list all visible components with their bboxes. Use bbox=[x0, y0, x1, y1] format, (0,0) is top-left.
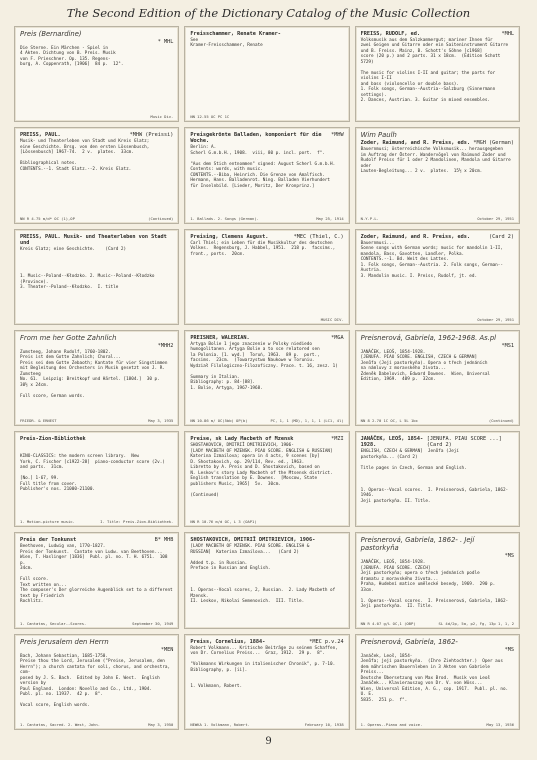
tracing-right: October 29, 1951 bbox=[477, 215, 514, 221]
card-heading: Zoder, Raimund, and R. Preiss, eds. bbox=[360, 140, 470, 147]
card-heading: PREISS, PAUL. Musik- und Theaterleben von Stadt und bbox=[20, 233, 167, 246]
tracing-left: 1. Cantatas, Secular--Scores. bbox=[20, 620, 87, 626]
card-footer bbox=[20, 621, 173, 626]
card-header bbox=[361, 437, 514, 449]
card-header bbox=[190, 235, 343, 241]
card-body: Robert Volkmann... Kritische Beiträge zu seinem Schaffen, von Dr. Cornelius Preiss... Graz, 1912. 29 p. 8°. "Volkmanns Wirkungen in italienischer Chronik", p. 7-10. Bibliography, p. [ii]. 1. Volkmann, Robert. bbox=[190, 645, 338, 690]
card-body: SHOSTAKOVICH, DMITRIĬ DMITRIEVICH, 1906- [LADY MACBETH OF MZENSK. PIAU SCORE. ENGLISH & RUSSIAN] Katerina Izmailova; opera in 4 acts, 9 scenes [by] D. Shostakovich, op. 29/114, Rev. ed., 1963. Libretto by A. Preis and D. Shostakovich, based on N. Leskov's story Lady Macbeth of the Mtsensk district. English translation by E. Downes. [Moscow, State publishers Music, 1965] 5v. 30cm. (Continued) bbox=[190, 443, 333, 498]
catalog-card bbox=[355, 127, 520, 223]
card-heading: PREISS, PAUL. bbox=[20, 132, 61, 139]
call-number: [JENUFA. PIAU SCORE ...] (Card 2) bbox=[426, 436, 502, 449]
card-body: Bauernmusi; österreichische Volksmusik... herausgegeben im Auftrag der Österr. Wandervögel von Raimund Zoder und Rudolf Preiss für 1 oder 2 Mandolinen, Mandola und Gitarre oder Lauten-Begleitung... 2 v. plates. 15½ x 20cm. bbox=[360, 147, 511, 175]
card-body: Janáček, Leoš, 1854- Jenůfa; její pastorkyňa. (Ihre Ziehtochter.) Oper aus dem mährischen Bauernleben in 3 Akten von Gabriele Preiss... Deutsche Übersetzung von Max Brod. Musik von Leoš Janáček... Klavierauszug von Dr. V. von Wöss... Wien, Universal Edition, A. G., cop. 1917. Publ. pl. no. U. E. 5835. 251 p. f°. bbox=[360, 653, 509, 703]
card-heading: Preising, Clemens August. bbox=[190, 233, 269, 240]
tracing-right: May 13, 1936 bbox=[486, 721, 514, 727]
card-heading: Preisgekrönte Balladen, komponiert für die Woche. bbox=[190, 132, 322, 145]
call-number: *MHW bbox=[331, 132, 344, 139]
call-number: * MHL bbox=[157, 39, 174, 45]
catalog-card bbox=[184, 330, 349, 426]
card-body: Artyga Bolie 1 jego znaczenie w Polsky niediedo humogolitanen. Artyga Bolie a to sce relatored sen la Polonia. [1. wyd.] Toruń, 1963. 89 p. port., facsims. 23cm. (Towarzystwo Naukowe w Toruniu. Wydział Filologiczno-Filozoficzny. Prace. t. 16, zesz. 1) Summary in Italian. Bibliography: p. 84-[88]. 1. Bolie, Artyga, 1967-1968. bbox=[190, 341, 338, 391]
card-heading: SHOSTAKOVICH, DMITRIĬ DMITRIEVICH, 1906- bbox=[190, 537, 316, 544]
tracing-left: 1. Cantatas, Sacred. 2. West, John. bbox=[20, 721, 101, 727]
tracing-left: 1. Motion-picture music. bbox=[20, 519, 75, 525]
card-body: Musik- und Theaterleben von Stadt und Kreis Glatz; eine Geschichte. Brsg. von den ersten Lössenbusch, [Lössenbusch] 1967-74. 2 v. plates. 33cm. Bibliographical notes. CONTENTS.--1. Stadt Glatz.--2. Kreis Glatz. bbox=[20, 139, 150, 172]
card-footer bbox=[20, 722, 173, 727]
call-number: *MHH2 bbox=[157, 342, 174, 349]
tracing-right: May 3, 1935 bbox=[148, 418, 174, 424]
card-grid bbox=[14, 26, 520, 730]
card-body: Bauernmusi... Sonne songs with German words; music for mandolin 1-II, mandola, Bass, Gavotten, Landler, Polka. CONTENTS.--1. Bd. Weit des Lattes. 1. Folk songs, German--Austria. 2. Folk songs, German--Austria. 3. Mandolin music. I. Preiss, Rudolf, jt. ed. bbox=[360, 240, 503, 279]
card-footer bbox=[190, 722, 343, 727]
card-heading: Preis-Zion-Bibliothek bbox=[20, 436, 86, 443]
tracing-left: NN 8 2.70 1C OC, L 5L 1bx bbox=[360, 418, 418, 424]
call-number: *MGH (German) bbox=[473, 140, 514, 147]
tracing-right: I. Title: Preis-Zion-Bibliothek. bbox=[100, 519, 174, 525]
card-header bbox=[20, 235, 173, 247]
tracing-right: SL 4d/2p, 5a, p2, Fg, 13p 1, 1, 2 bbox=[438, 620, 514, 626]
card-body: KINO-CLASSICS: the modern screen library. New York, C. Fischer [c1922-28] piano-conductor score (2v.) and parts. 31cm. [No.] 1-67, 99. Full title from cover. Publisher's nos. 21000-21100. bbox=[20, 454, 165, 493]
call-number: *MS1 bbox=[501, 342, 514, 349]
tracing-left: NN 10.86 m/ OC(5bb) OP(b) bbox=[190, 418, 248, 424]
tracing-right: PC, 1, 1 (MD), 1, 1, 1 (LC1, 4l) bbox=[270, 418, 344, 424]
tracing-left: 1. Operas--Piano and voice. bbox=[360, 721, 423, 727]
call-number: *MS bbox=[504, 646, 514, 653]
catalog-card bbox=[14, 330, 179, 426]
tracing-right: Music Div. bbox=[150, 114, 174, 120]
card-body: Beethoven, Ludwig van, 1770-1827. Preis der Tonkunst. Cantate von Ludw. van Beethoven... Wien, T. Haslinger [1836] Publ. pl. no. T. H. 6751. 108 p. 34cm. Full score. Text written on... The composer's Der glorreiche Augenblick set to a different text by Friedrich Rochlitz. bbox=[20, 544, 173, 605]
card-footer bbox=[20, 519, 173, 524]
card-footer bbox=[190, 519, 343, 524]
tracing-left: NN R 10.76 m/d OC, L 3 (OAP1) bbox=[190, 519, 257, 525]
catalog-card bbox=[184, 26, 349, 122]
call-number: *MEC (Thiel, C.) bbox=[293, 233, 344, 240]
card-body: See Kramer-Freisschammer, Renate bbox=[190, 37, 263, 49]
card-footer bbox=[190, 317, 343, 322]
call-number: *MZI bbox=[331, 436, 344, 443]
handwritten-heading: Preis (Bernardine) bbox=[20, 30, 82, 38]
card-footer bbox=[361, 722, 514, 727]
catalog-card bbox=[14, 127, 179, 223]
card-footer bbox=[190, 114, 343, 119]
card-body: JANÁČEK, LEOŠ, 1854-1928. [JENUFA. PIAU SCORE. ENGLISH, CZECH & GERMAN] Jenůfa (Její pastorkyňa). Opera o třech jednáních na námluvy z moravského života... Zdeněk Dabelovich, Edward Downes. Wien, Universal Edition, 1969. 409 p. 32cm. bbox=[360, 349, 491, 383]
card-footer bbox=[361, 216, 514, 221]
catalog-card bbox=[355, 532, 520, 628]
page-title: The Second Edition of the Dictionary Catalog of the Music Collection bbox=[66, 6, 471, 20]
call-number: *MEC p.v.24 bbox=[309, 638, 344, 645]
card-body: JANÁČEK, LEOŠ, 1854-1928. [JENUFA. PIAU SCORE. CZECH] Její pastorkyňa; opera o třech jednáních podle dramatu z moravského života... Praha, Hudební matice umělecké besedy, 1969. 290 p. 33cm. 1. Operas--Vocal scores. I. Preisnerová, Gabriela, 1862- Jeji pastorkyňa. II. Title. bbox=[360, 560, 509, 610]
catalog-card bbox=[184, 532, 349, 628]
catalog-card bbox=[14, 634, 179, 730]
card-header bbox=[190, 133, 343, 145]
handwritten-heading: Preisnerová, Gabriela, 1862- bbox=[360, 637, 458, 646]
tracing-right: (Continued) bbox=[488, 418, 514, 424]
card-heading: JANÁČEK, LEOŠ, 1854-1928. bbox=[360, 436, 424, 449]
card-footer bbox=[361, 317, 514, 322]
card-footer bbox=[190, 418, 343, 423]
catalog-card bbox=[14, 26, 179, 122]
tracing-right: (Continued) bbox=[148, 215, 174, 221]
tracing-right: October 29, 1951 bbox=[477, 316, 514, 322]
call-number: *MGA bbox=[331, 334, 344, 341]
handwritten-heading: Preis Jerusalem den Herrn bbox=[20, 637, 109, 646]
card-heading: Preise, sk Lady Macbeth of Mzensk bbox=[190, 436, 294, 443]
card-body: Kreis Glatz; eine Geschichte. (Card 2) 1. Music--Poland--Kłodzko. 2. Music--Poland--Kłodzko (Province). 3. Theater--Poland--Kłodzko. I. title bbox=[20, 246, 155, 290]
card-footer bbox=[20, 114, 173, 119]
card-footer bbox=[20, 418, 173, 423]
tracing-left: 1. Ballads. 2. Songs (German). bbox=[190, 215, 259, 221]
catalog-card bbox=[355, 431, 520, 527]
page-number: 9 bbox=[265, 736, 272, 747]
card-heading: Freisschammer, Renate Kramer- bbox=[190, 31, 281, 37]
catalog-card bbox=[184, 431, 349, 527]
catalog-card bbox=[355, 26, 520, 122]
card-body: Bach, Johann Sebastian, 1685-1750. Preise thou the Lord, Jerusalem ("Preise, Jerusalem, den Herrn"); a church cantata for soli, chorus, and orchestra, com- posed by J. S. Bach. Edited by John E. West. English version by Paul England. London: Novello and Co., Ltd., 1904. Publ. pl. no. 11937. 42 p. 8°. Vocal score, English words. bbox=[20, 653, 171, 709]
card-body: Die Sterne. Ein Märchen - Spiel in 4 Akten. Dichtung von B. Preis. Musik von F. Prieschner. Op. 135. Regens- burg, A. Coppenrath, [1906] 84 p. 12°. bbox=[20, 45, 124, 68]
call-number: *MHW (Preissi) bbox=[129, 132, 174, 139]
catalog-card bbox=[14, 431, 179, 527]
call-number: *MEN bbox=[160, 646, 174, 653]
call-number: *MHL bbox=[501, 31, 514, 37]
card-body: Volksmusik aus dem Salzkammergut; mariner Ihnen für zwei Geigen und Gitarre oder ein Saiteninstrument Gitarre und B. Freiss. Mainz, B. Schott's Söhne [c1968] score (20 p.) and 2 parts. 31 x 18cm. (Edition Schott 5729) The music for violins I-II and guitar; the parts for violins I-II and bass (violoncello or double bass). 1. Folk songs, German--Austria--Salzburg (Sinnermann settings). 2. Dances, Austrian. 3. Guitar in mixed ensembles. bbox=[360, 37, 509, 104]
card-body: Berlin: A. Scherl G.m.b.H., 1908. viii, 80 p. incl. port. f°. "Aus dem Stich entnommen" signed: August Scherl G.m.b.H. Contents: words, with music. CONTENTS.--Biba, Heinrich. Die Grenze von Amalfisch. Hermann, Hans. Balladenrot. Ning. Balladen Vierhundert für Inselnbild. [Lieder, Moritz, Der Kronprinz.] bbox=[190, 145, 336, 189]
catalog-card bbox=[14, 229, 179, 325]
tracing-right: May 25, 1914 bbox=[316, 215, 344, 221]
handwritten-heading: Wim Paulh bbox=[360, 131, 397, 140]
tracing-left: NN 12.55 OC PC 1C bbox=[190, 114, 230, 120]
handwritten-heading: From me her Gotte Zahnlich bbox=[20, 333, 117, 342]
call-number: *MS bbox=[504, 553, 514, 560]
tracing-left: FRIEDR. & ERNEST bbox=[20, 418, 57, 424]
card-footer bbox=[361, 418, 514, 423]
tracing-right: September 30, 1949 bbox=[132, 620, 174, 626]
card-heading: FREISS, RUDOLF, ed. bbox=[360, 31, 420, 37]
card-body: Carl Thiel; ein Leben für die Musikkultur des deutschen Volkes. Regensburg, J. Habbel, 1951. 218 p. facsims., front., ports. 20cm. bbox=[190, 240, 336, 257]
card-body: Zumsteeg, Johann Rudolf, 1760-1802. Preis ist dem Gotte Zahnlich; Choral... Preis sei dem Gotte Zebaoth; Kantate für vier Singstimmen mit Begleitung des Orchesters in Musik gesetzt von J. R. Zumsteeg No. 61. Leipzig: Breitkopf und Härtel. [1804.] 30 p. 30½ x 24cm. Full score, German words. bbox=[20, 349, 168, 399]
call-number: (Card 2) bbox=[488, 233, 514, 240]
card-footer bbox=[20, 216, 173, 221]
tracing-right: February 10, 1938 bbox=[304, 721, 344, 727]
card-footer bbox=[190, 216, 343, 221]
catalog-card bbox=[184, 127, 349, 223]
card-header bbox=[361, 235, 514, 241]
card-heading: Zoder, Raimund, and R. Preiss, eds. bbox=[360, 233, 470, 240]
card-footer bbox=[361, 621, 514, 626]
call-number: B* MHB bbox=[154, 537, 174, 544]
card-heading: Preis der Tonkunst bbox=[20, 537, 77, 544]
tracing-right: MUSIC DIV. bbox=[320, 316, 344, 322]
handwritten-heading: Preisnerová, Gabriela, 1862- . Její pastorkyňa bbox=[360, 536, 475, 553]
card-body: [LADY MACBETH OF MZENSK. PIAU SCORE. ENGLISH & RUSSIAN] Katerina Izmailova... (Card 2) Added t.p. in Russian. Preface in Russian and English. 1. Operas--Vocal scores, 2, Russian. 2. Lady Macbeth of Mzensk. II. Leskov, Nikolai Semenovich. III. Title. bbox=[190, 544, 336, 605]
catalog-card bbox=[355, 634, 520, 730]
handwritten-heading: Preisnerová, Gabriela, 1962-1968. As.pl bbox=[360, 333, 497, 342]
card-body: ENGLISH, CZECH & GERMAN] Jenůfa (Její pastorkyňa... (Card 2) Title pages in Czech, German and English. 1. Operas--Vocal scores. I. Preisnerová, Gabriela, 1862-1946. Jeji pastorkyňa. II. Title. bbox=[360, 449, 509, 504]
catalog-card bbox=[355, 229, 520, 325]
tracing-left: NEWKA 1. Volkmann, Robert. bbox=[190, 721, 250, 727]
tracing-left: NN R 4.07 g/L OC,1 (OBP) bbox=[360, 620, 416, 626]
tracing-right: May 3, 1950 bbox=[148, 721, 174, 727]
tracing-left: N.Y.P.L. bbox=[360, 215, 379, 221]
tracing-left: NN R 4.75 m/d* OC (1),OP bbox=[20, 215, 75, 221]
catalog-card bbox=[14, 532, 179, 628]
catalog-card bbox=[355, 330, 520, 426]
card-heading: PREISNER, WALERIAN. bbox=[190, 334, 250, 341]
catalog-card bbox=[184, 229, 349, 325]
catalog-card bbox=[184, 634, 349, 730]
card-heading: Preiss, Cornelius, 1884- bbox=[190, 638, 266, 645]
